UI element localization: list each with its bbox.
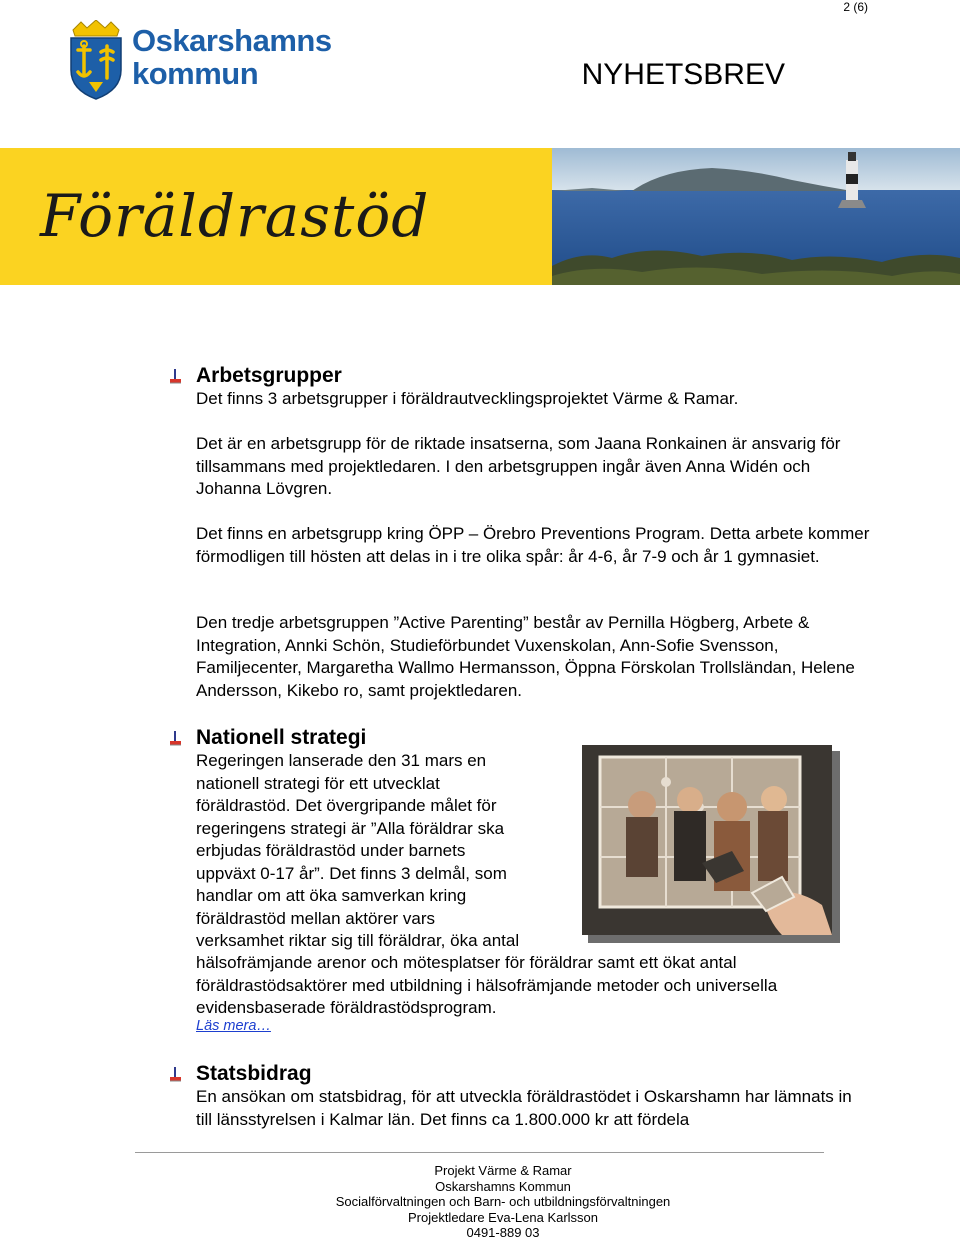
text-line: nationell strategi för ett utvecklat (196, 773, 440, 793)
read-more-link[interactable]: Läs mera… (196, 1018, 271, 1034)
text-line: verksamhet riktar sig till föräldrar, öka antal (196, 931, 520, 950)
paragraph: Det finns 3 arbetsgrupper i föräldrautvecklingsprojektet Värme & Ramar. (196, 389, 739, 408)
paragraph: En ansökan om statsbidrag, för att utveckla föräldrastödet i Oskarshamn har lämnats in till länsstyrelsen i Kalmar län. Det finns ca 1.800.000 kr att fördela (196, 1087, 852, 1129)
footer-line: Socialförvaltningen och Barn- och utbildningsförvaltningen (335, 1194, 671, 1210)
footer-line: Projektledare Eva-Lena Karlsson (407, 1209, 599, 1225)
section-heading-arbetsgrupper: Arbetsgrupper (196, 364, 342, 387)
paragraph: Det är en arbetsgrupp för de riktade insatserna, som Jaana Ronkainen är ansvarig för tillsammans med projektledaren. I den arbetsgruppen ingår även Anna Widén och Johanna Lövgren. (196, 434, 841, 498)
strategy-text-narrow (196, 750, 576, 953)
text-line: föräldrastöd mellan aktörer vars (196, 908, 436, 928)
paragraph: Den tredje arbetsgruppen ”Active Parenting” består av Pernilla Högberg, Arbete & Integration, Annki Schön, Studieförbundet Vuxenskolan, Ann-Sofie Svensson, Familjecenter, Margaretha Wallmo Hermansson, Öppna Förskolan Trollsländan, Helene Andersson, Kikebo ro, samt projektledaren. (196, 613, 855, 700)
header-banner (0, 148, 960, 285)
footer-line: 0491-889 03 (466, 1225, 540, 1239)
footer-divider (135, 1152, 824, 1153)
page-number: 2 (6) (843, 0, 868, 14)
text-line: föräldrastödsaktörer med utbildning i hälsofrämjande metoder och universella (196, 975, 778, 995)
logo-line-2: kommun (132, 56, 259, 91)
text-line: evidensbaserade föräldrastödsprogram. (196, 998, 497, 1017)
logo-wordmark (132, 24, 332, 90)
footer-line: Projekt Värme & Ramar (434, 1163, 572, 1178)
text-line: erbjudas föräldrastöd under barnets (196, 841, 466, 860)
strategy-text-wide (196, 952, 896, 1020)
text-line: handlar om att öka samverkan kring (196, 886, 467, 905)
newsletter-title: NYHETSBREV (581, 58, 785, 91)
text-line: föräldrastöd. Det övergripande målet för (196, 796, 497, 815)
footer (335, 1163, 671, 1239)
banner-yellow-block (0, 148, 552, 285)
coat-of-arms-icon (67, 20, 125, 100)
bullet-icon (167, 730, 185, 748)
section-heading-nationell-strategi: Nationell strategi (196, 726, 367, 749)
banner-title: Föräldrastöd (40, 182, 430, 250)
paragraph: Det finns en arbetsgrupp kring ÖPP – Örebro Preventions Program. Detta arbete kommer förmodligen till hösten att delas in i tre olika spår: år 4-6, år 7-9 och år 1 gymnasiet. (196, 524, 870, 566)
text-line: hälsofrämjande arenor och mötesplatser för föräldrar samt ett ökat antal (196, 953, 737, 972)
text-line: uppväxt 0-17 år”. Det finns 3 delmål, som (196, 863, 507, 883)
section-heading-statsbidrag: Statsbidrag (196, 1062, 312, 1085)
text-line: regeringens strategi är ”Alla föräldrar ska (196, 818, 505, 838)
logo-line-1: Oskarshamns (132, 23, 332, 58)
bullet-icon (167, 1066, 185, 1084)
text-line: Regeringen lanserade den 31 mars en (196, 751, 487, 770)
lighthouse-sea-photo (552, 148, 960, 285)
family-puzzle-photo (582, 745, 840, 943)
municipality-logo (67, 20, 347, 100)
footer-line: Oskarshamns Kommun (435, 1178, 571, 1194)
bullet-icon (167, 368, 185, 386)
